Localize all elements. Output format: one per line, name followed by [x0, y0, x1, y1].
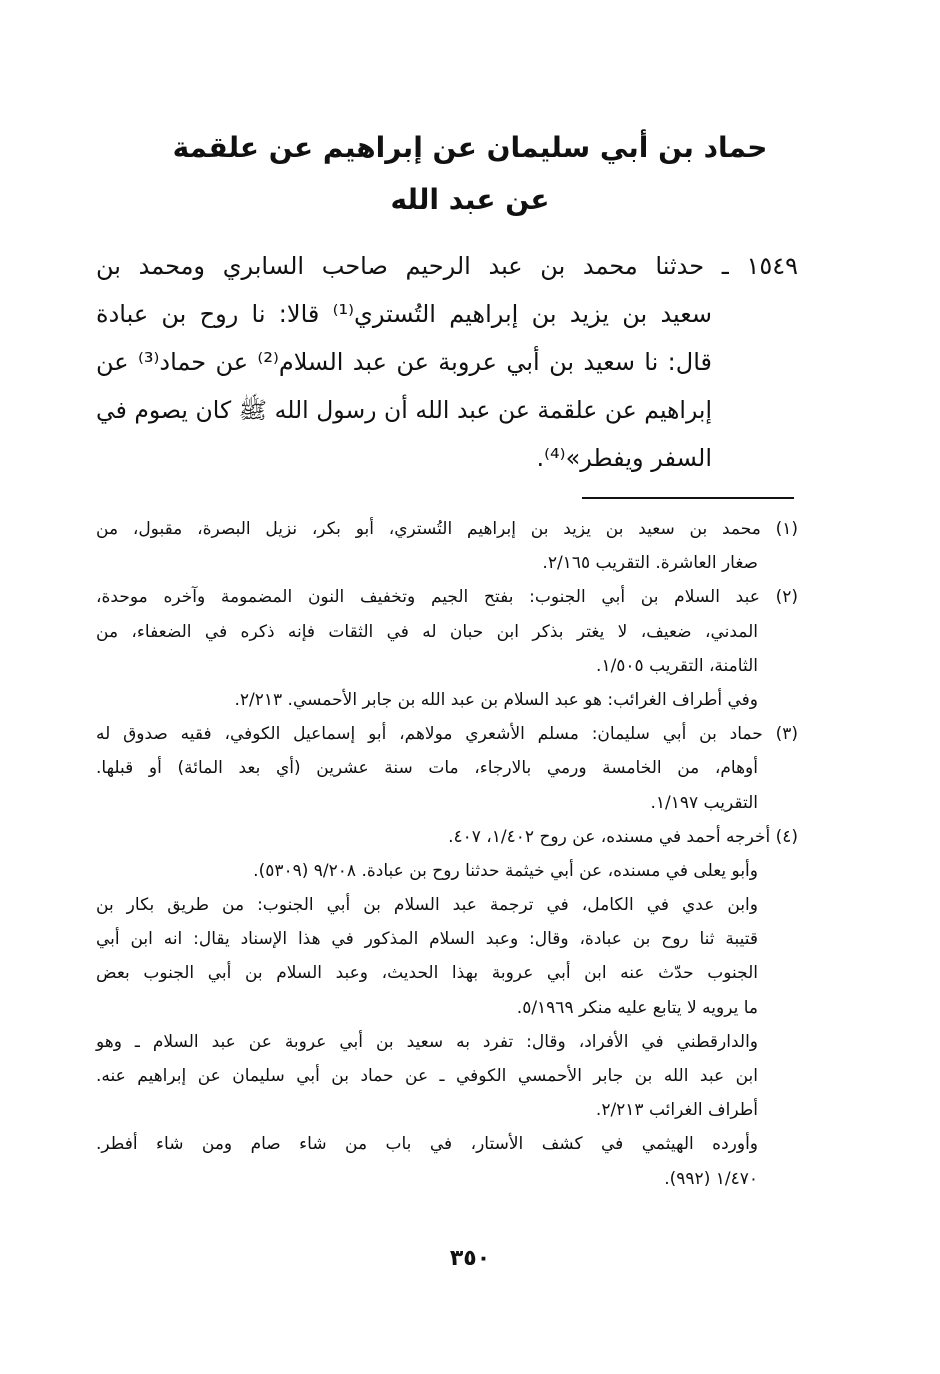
hadith-line: إبراهيم عن علقمة عن عبد الله أن رسول الله ﷺ كان يصوم في	[96, 396, 712, 424]
hadith-text	[96, 242, 798, 482]
hadith-line: سعيد بن يزيد بن إبراهيم التُستري⁽¹⁾ قالا: نا روح بن عبادة	[96, 300, 712, 328]
section-title-line-2: عن عبد الله	[390, 183, 550, 216]
footnote-line: الجنوب حدّث عنه ابن أبي عروبة بهذا الحديث، وعبد السلام بن أبي الجنوب بعض	[96, 963, 758, 984]
footnote-line: (٣) حماد بن أبي سليمان: مسلم الأشعري مولاهم، أبو إسماعيل الكوفي، فقيه صدوق له	[96, 724, 798, 745]
footnote-line: (١) محمد بن سعيد بن يزيد بن إبراهيم التُستري، أبو بكر، نزيل البصرة، مقبول، من	[96, 519, 798, 539]
hadith-line: السفر ويفطر»⁽⁴⁾.	[536, 444, 712, 472]
footnote-line: أوهام، من الخامسة ورمي بالارجاء، مات سنة عشرين (أي بعد المائة) أو قبلها.	[96, 758, 758, 779]
footnote-line: وأورده الهيثمي في كشف الأستار، في باب من شاء صام ومن شاء أفطر.	[96, 1134, 758, 1155]
footnote-line: الثامنة، التقريب ١/٥٠٥.	[596, 655, 758, 676]
section-title	[100, 122, 840, 226]
footnote-separator	[582, 497, 794, 499]
footnote-line: المدني، ضعيف، لا يغتر بذكر ابن حبان له في الثقات فإنه ذكره في الضعفاء، من	[96, 621, 758, 642]
footnote-line: ١/٤٧٠ (٩٩٢).	[664, 1168, 758, 1189]
hadith-line: قال: نا سعيد بن أبي عروبة عن عبد السلام⁽²⁾ عن حماد⁽³⁾ عن	[96, 348, 712, 376]
footnote-line: ابن عبد الله بن جابر الأحمسي الكوفي ـ عن حماد بن أبي سليمان عن إبراهيم عنه.	[96, 1066, 758, 1086]
hadith-line: ١٥٤٩ ـ حدثنا محمد بن عبد الرحيم صاحب السابري ومحمد بن	[96, 252, 798, 280]
footnote-line: وأبو يعلى في مسنده، عن أبي خيثمة حدثنا روح بن عبادة. ٩/٢٠٨ (٥٣٠٩).	[253, 860, 758, 881]
footnotes	[96, 512, 798, 1196]
footnote-line: (٤) أخرجه أحمد في مسنده، عن روح ١/٤٠٢، ٤٠٧.	[448, 826, 798, 847]
footnote-line: التقريب ١/١٩٧.	[650, 792, 758, 813]
footnote-line: ما يرويه لا يتابع عليه منكر ٥/١٩٦٩.	[516, 997, 758, 1018]
footnote-line: أطراف الغرائب ٢/٢١٣.	[595, 1100, 758, 1121]
footnote-line: صغار العاشرة. التقريب ٢/١٦٥.	[542, 553, 758, 574]
footnote-line: وابن عدي في الكامل، في ترجمة عبد السلام بن أبي الجنوب: من طريق بكار بن	[96, 895, 758, 916]
footnote-line: (٢) عبد السلام بن أبي الجنوب: بفتح الجيم وتخفيف النون المضمومة وآخره موحدة،	[96, 587, 798, 608]
footnote-line: والدارقطني في الأفراد، وقال: تفرد به سعيد بن أبي عروبة عن عبد السلام ـ وهو	[96, 1031, 758, 1052]
footnote-line: قتيبة ثنا روح بن عبادة، وقال: وعبد السلام المذكور في هذا الإسناد يقال: انه ابن أبي	[96, 929, 758, 950]
page-number: ٣٥٠	[449, 1246, 491, 1271]
section-title-line-1: حماد بن أبي سليمان عن إبراهيم عن علقمة	[172, 131, 768, 164]
footnote-line: وفي أطراف الغرائب: هو عبد السلام بن عبد الله بن جابر الأحمسي. ٢/٢١٣.	[234, 689, 758, 710]
